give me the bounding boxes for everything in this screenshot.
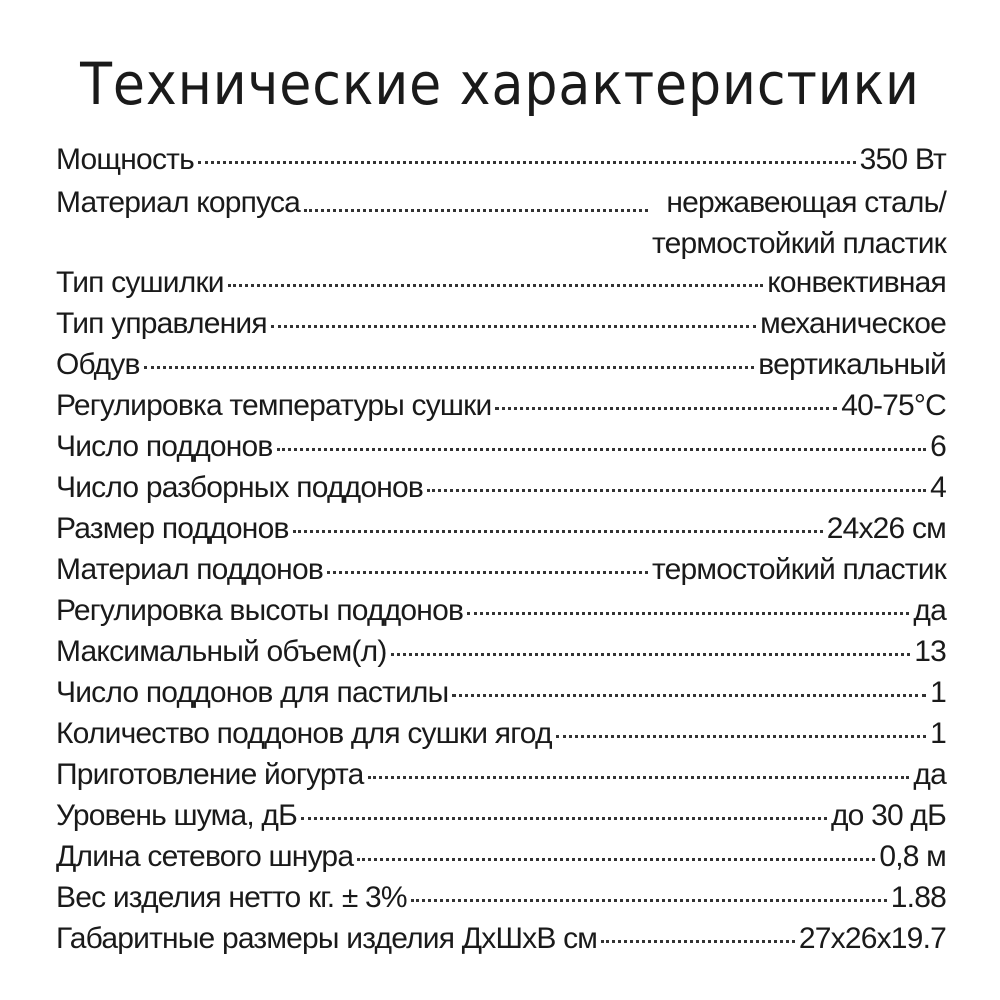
spec-label: Максимальный объем(л) (56, 635, 387, 668)
dot-leader (368, 776, 910, 779)
spec-label: Число разборных поддонов (56, 471, 424, 504)
spec-row-body-material (56, 182, 946, 264)
spec-label: Тип управления (56, 307, 267, 340)
spec-value: 13 (914, 635, 946, 668)
spec-row-collapsible-trays (56, 469, 946, 510)
spec-row-pastila-trays (56, 674, 946, 715)
spec-label: Уровень шума, дБ (56, 799, 297, 832)
spec-row-airflow (56, 346, 946, 387)
spec-value: 1 (930, 717, 946, 750)
spec-row-noise (56, 797, 946, 838)
spec-label: Число поддонов для пастилы (56, 676, 449, 709)
spec-value: термостойкий пластик (652, 553, 946, 586)
page-title: Технические характеристики (80, 50, 920, 118)
dot-leader (601, 940, 795, 943)
dot-leader (327, 571, 648, 574)
spec-row-dryer-type (56, 264, 946, 305)
spec-value: 4 (930, 471, 946, 504)
spec-row-cord-length (56, 838, 946, 879)
dot-leader (391, 653, 911, 656)
spec-label: Количество поддонов для сушки ягод (56, 717, 552, 750)
spec-label: Размер поддонов (56, 512, 289, 545)
spec-value: 1 (930, 676, 946, 709)
spec-row-tray-size (56, 510, 946, 551)
spec-label: Длина сетевого шнура (56, 840, 354, 873)
dot-leader (301, 817, 827, 820)
spec-value: 1.88 (890, 881, 946, 914)
spec-value: нержавеющая сталь/ термостойкий пластик (652, 186, 946, 260)
dot-leader (467, 612, 909, 615)
spec-label: Мощность (56, 143, 194, 176)
spec-row-dimensions (56, 920, 946, 961)
spec-value: 350 Вт (859, 143, 946, 176)
spec-row-power (56, 141, 946, 182)
spec-row-tray-material (56, 551, 946, 592)
spec-row-tray-height-adjust (56, 592, 946, 633)
spec-label: Материал корпуса (56, 186, 301, 219)
spec-row-max-volume (56, 633, 946, 674)
dot-leader (357, 858, 875, 861)
spec-row-net-weight (56, 879, 946, 920)
spec-value: 27x26x19.7 (798, 922, 946, 955)
spec-row-temperature (56, 387, 946, 428)
spec-row-tray-count (56, 428, 946, 469)
dot-leader (144, 366, 755, 369)
spec-value: конвективная (767, 266, 946, 299)
spec-row-yogurt (56, 756, 946, 797)
dot-leader (293, 530, 823, 533)
spec-value: вертикальный (758, 348, 946, 381)
spec-label: Тип сушилки (56, 266, 224, 299)
spec-label: Материал поддонов (56, 553, 323, 586)
spec-value: механическое (760, 307, 946, 340)
spec-value: 6 (930, 430, 946, 463)
spec-label: Габаритные размеры изделия ДхШхВ см (56, 922, 598, 955)
spec-value: 40-75°С (841, 389, 946, 422)
dot-leader (411, 899, 887, 902)
dot-leader (271, 325, 756, 328)
spec-value: до 30 дБ (830, 799, 946, 832)
spec-label: Обдув (56, 348, 140, 381)
spec-label: Регулировка высоты поддонов (56, 594, 464, 627)
spec-value: 24x26 см (826, 512, 946, 545)
dot-leader (304, 209, 648, 212)
dot-leader (228, 284, 763, 287)
dot-leader (495, 407, 837, 410)
spec-list (56, 141, 946, 961)
spec-value: да (913, 594, 946, 627)
spec-value: да (913, 758, 946, 791)
dot-leader (198, 161, 856, 164)
spec-value: 0,8 м (879, 840, 946, 873)
spec-row-control-type (56, 305, 946, 346)
dot-leader (277, 448, 927, 451)
dot-leader (427, 489, 926, 492)
dot-leader (452, 694, 926, 697)
spec-label: Приготовление йогурта (56, 758, 364, 791)
spec-label: Число поддонов (56, 430, 273, 463)
spec-label: Регулировка температуры сушки (56, 389, 492, 422)
dot-leader (556, 735, 926, 738)
spec-row-berry-trays (56, 715, 946, 756)
spec-label: Вес изделия нетто кг. ± 3% (56, 881, 407, 914)
